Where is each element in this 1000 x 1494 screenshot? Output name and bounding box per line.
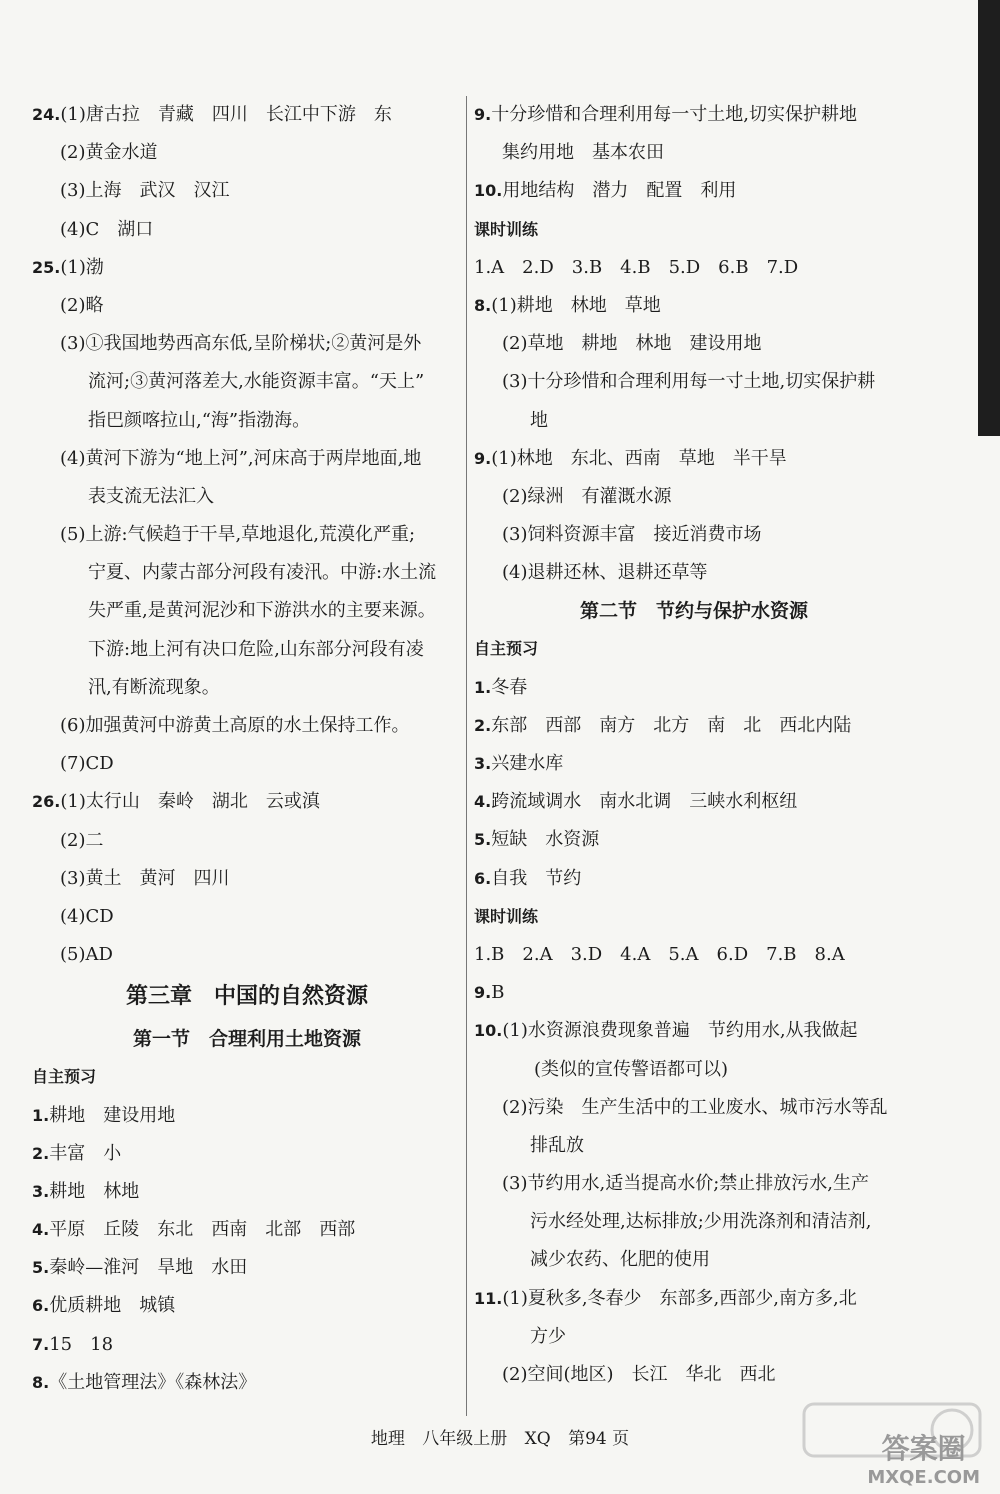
answer-line <box>32 1326 462 1364</box>
answer-text: (1)渤 <box>60 256 104 278</box>
answer-text: (2)绿洲 有灌溉水源 <box>502 485 672 507</box>
answer-text: 丰富 小 <box>49 1142 122 1164</box>
answer-line <box>32 287 462 325</box>
answer-text: 跨流域调水 南水北调 三峡水利枢纽 <box>491 791 798 813</box>
question-number: 8. <box>474 295 492 315</box>
answer-text: 平原 丘陵 东北 西南 北部 西部 <box>49 1219 356 1241</box>
answer-line <box>32 936 462 974</box>
question-number: 3. <box>474 754 492 773</box>
answer-line <box>32 860 462 898</box>
answer-text: (2)草地 耕地 林地 建设用地 <box>502 333 762 355</box>
answer-line <box>32 516 462 554</box>
answer-text: (2)空间(地区) 长江 华北 西北 <box>502 1364 776 1385</box>
column-divider <box>466 96 467 1416</box>
question-number: 5. <box>474 830 492 850</box>
answer-text: (2)污染 生产生活中的工业废水、城市污水等乱 <box>502 1096 888 1118</box>
answer-text: (3)十分珍惜和合理利用每一寸土地,切实保护耕 <box>502 371 876 393</box>
answer-text: (1)林地 东北、西南 草地 半干旱 <box>491 447 787 469</box>
answer-line <box>32 96 462 134</box>
answer-line <box>32 402 462 440</box>
answer-text: 优质耕地 城镇 <box>49 1295 176 1317</box>
answer-line <box>32 554 462 592</box>
question-number: 1. <box>474 677 492 697</box>
answer-line <box>474 96 914 134</box>
answer-text: 表支流无法汇入 <box>88 485 214 507</box>
answer-line <box>474 1165 914 1203</box>
answer-text: (3)黄土 黄河 四川 <box>60 867 230 889</box>
section-title: 第一节 合理利用土地资源 <box>132 1028 361 1051</box>
answer-text: 下游:地上河有决口危险,山东部分河段有凌 <box>88 638 424 660</box>
footer-subject: 地理 <box>370 1429 405 1449</box>
answer-line <box>32 1211 462 1249</box>
answer-text: (5)上游:气候趋于干旱,草地退化,荒漠化严重; <box>60 524 416 546</box>
answer-text: 失严重,是黄河泥沙和下游洪水的主要来源。 <box>88 600 436 622</box>
answer-text: 指巴颜喀拉山,“海”指渤海。 <box>88 409 311 431</box>
answer-line <box>474 1012 914 1050</box>
answer-line <box>32 1249 462 1287</box>
question-number: 2. <box>474 715 492 735</box>
answer-text: B <box>491 982 505 1004</box>
answer-text: 冬春 <box>491 676 528 698</box>
question-number: 1. <box>32 1105 50 1125</box>
answer-text: (类似的宣传警语都可以) <box>534 1058 729 1080</box>
answer-line <box>32 478 462 516</box>
question-number: 6. <box>474 868 492 888</box>
section-label: 自主预习 <box>474 639 539 659</box>
answer-line <box>32 1287 462 1325</box>
answer-text: 1.A 2.D 3.B 4.B 5.D 6.B 7.D <box>474 256 799 278</box>
answer-line <box>474 249 914 287</box>
question-number: 11. <box>474 1288 503 1308</box>
answer-line <box>32 1097 462 1135</box>
answer-line <box>474 325 914 363</box>
answer-text: (4)C 湖口 <box>60 218 154 240</box>
answer-line <box>474 172 914 210</box>
answer-line <box>474 821 914 859</box>
answer-line <box>474 860 914 898</box>
answer-line <box>474 134 914 172</box>
answer-text: 流河;③黄河落差大,水能资源丰富。“天上” <box>88 371 425 393</box>
footer-grade: 八年级上册 <box>422 1429 508 1449</box>
answer-line <box>32 440 462 478</box>
answer-line <box>32 363 462 401</box>
answer-text: 十分珍惜和合理利用每一寸土地,切实保护耕地 <box>491 104 857 125</box>
answer-line <box>32 592 462 630</box>
answer-text: (7)CD <box>60 753 114 775</box>
answer-text: 地 <box>530 409 548 431</box>
section-title: 第二节 节约与保护水资源 <box>579 600 808 623</box>
answer-text: (1)唐古拉 青藏 四川 长江中下游 东 <box>60 104 392 125</box>
answer-line <box>474 1318 914 1356</box>
answer-line <box>32 172 462 210</box>
left-column <box>32 96 462 1402</box>
answer-text: 自我 节约 <box>491 867 582 889</box>
answer-line <box>474 287 914 325</box>
question-number: 2. <box>32 1143 50 1163</box>
page-edge-tab <box>978 0 1000 436</box>
question-number: 10. <box>474 1021 503 1041</box>
footer-edition: XQ <box>524 1429 551 1449</box>
answer-text: (4)黄河下游为“地上河”,河床高于两岸地面,地 <box>60 447 422 469</box>
question-number: 24. <box>32 105 61 124</box>
answer-text: (2)略 <box>60 294 104 316</box>
answer-text: 减少农药、化肥的使用 <box>530 1249 710 1271</box>
answer-text: 方少 <box>530 1325 566 1347</box>
question-number: 3. <box>32 1181 50 1201</box>
answer-line <box>474 707 914 745</box>
answer-text: (3)节约用水,适当提高水价;禁止排放污水,生产 <box>502 1173 870 1195</box>
answer-text: 短缺 水资源 <box>491 829 600 851</box>
answer-line <box>32 1364 462 1402</box>
section-label: 自主预习 <box>32 1067 97 1087</box>
answer-text: 用地结构 潜力 配置 利用 <box>502 180 737 202</box>
answer-text: (1)水资源浪费现象普遍 节约用水,从我做起 <box>502 1020 858 1042</box>
question-number: 9. <box>474 983 492 1003</box>
answer-text: (1)夏秋多,冬春少 东部多,西部少,南方多,北 <box>502 1287 857 1309</box>
answer-text: (3)上海 武汉 汉江 <box>60 180 230 202</box>
question-number: 4. <box>32 1220 50 1240</box>
answer-text: (5)AD <box>60 944 113 966</box>
answer-line <box>474 974 914 1012</box>
answer-line <box>474 1203 914 1241</box>
answer-text: 1.B 2.A 3.D 4.A 5.A 6.D 7.B 8.A <box>474 943 845 965</box>
answer-text: 15 18 <box>49 1333 114 1355</box>
answer-line <box>474 1127 914 1165</box>
question-number: 6. <box>32 1296 50 1316</box>
answer-line <box>32 1135 462 1173</box>
answer-text: 东部 西部 南方 北方 南 北 西北内陆 <box>491 714 852 736</box>
answer-text: (3)饲料资源丰富 接近消费市场 <box>502 524 762 546</box>
answer-line <box>32 707 462 745</box>
answer-text: (4)退耕还林、退耕还草等 <box>502 562 708 584</box>
answer-text: (4)CD <box>60 905 114 927</box>
answer-text: (2)黄金水道 <box>60 142 158 164</box>
answer-line <box>474 554 914 592</box>
answer-text: 汛,有断流现象。 <box>88 676 220 698</box>
answer-text: (3)①我国地势西高东低,呈阶梯状;②黄河是外 <box>60 333 422 355</box>
section-label: 课时训练 <box>474 906 539 926</box>
answer-line <box>474 783 914 821</box>
question-number: 26. <box>32 792 61 812</box>
answer-line <box>32 211 462 249</box>
answer-line <box>474 1089 914 1127</box>
question-number: 7. <box>32 1334 50 1354</box>
answer-text: 《土地管理法》《森林法》 <box>49 1371 257 1393</box>
answer-line <box>474 745 914 783</box>
question-number: 10. <box>474 181 503 201</box>
question-number: 9. <box>474 448 492 468</box>
answer-line <box>474 936 914 974</box>
question-number: 4. <box>474 792 492 812</box>
answer-line <box>474 516 914 554</box>
answer-line <box>474 402 914 440</box>
answer-line <box>32 134 462 172</box>
answer-line <box>474 440 914 478</box>
answer-text: 排乱放 <box>530 1134 584 1156</box>
answer-line <box>474 1241 914 1279</box>
answer-line <box>32 822 462 860</box>
answer-text: 污水经处理,达标排放;少用洗涤剂和清洁剂, <box>530 1211 872 1233</box>
answer-text: 兴建水库 <box>491 753 564 774</box>
answer-line <box>474 1051 914 1089</box>
answer-text: 耕地 林地 <box>49 1180 140 1202</box>
answer-text: 宁夏、内蒙古部分河段有凌汛。中游:水土流 <box>88 562 437 584</box>
answer-line <box>32 783 462 821</box>
answer-line <box>32 745 462 783</box>
watermark-text: 答案圈 MXQE.COM <box>867 1432 980 1488</box>
answer-line <box>32 325 462 363</box>
answer-text: 集约用地 基本农田 <box>502 142 664 164</box>
question-number: 25. <box>32 257 61 277</box>
answer-text: (6)加强黄河中游黄土高原的水土保持工作。 <box>60 715 410 736</box>
question-number: 5. <box>32 1258 50 1278</box>
answer-line <box>474 1356 914 1394</box>
answer-line <box>32 631 462 669</box>
right-column <box>474 96 914 1394</box>
answer-text: (1)耕地 林地 草地 <box>491 294 661 316</box>
section-label: 课时训练 <box>474 219 539 239</box>
answer-line <box>32 249 462 287</box>
answer-line <box>474 478 914 516</box>
answer-line <box>32 669 462 707</box>
answer-text: (2)二 <box>60 829 104 851</box>
answer-line <box>32 898 462 936</box>
chapter-title: 第三章 中国的自然资源 <box>125 984 368 1010</box>
answer-line <box>32 1173 462 1211</box>
answer-line <box>474 669 914 707</box>
question-number: 9. <box>474 105 492 124</box>
answer-line <box>474 363 914 401</box>
answer-line <box>474 1280 914 1318</box>
answer-text: 秦岭—淮河 旱地 水田 <box>49 1257 248 1279</box>
question-number: 8. <box>32 1372 50 1392</box>
answer-text: (1)太行山 秦岭 湖北 云或滇 <box>60 791 320 813</box>
answer-text: 耕地 建设用地 <box>49 1104 176 1126</box>
footer-page-number: 第94 页 <box>568 1429 630 1449</box>
